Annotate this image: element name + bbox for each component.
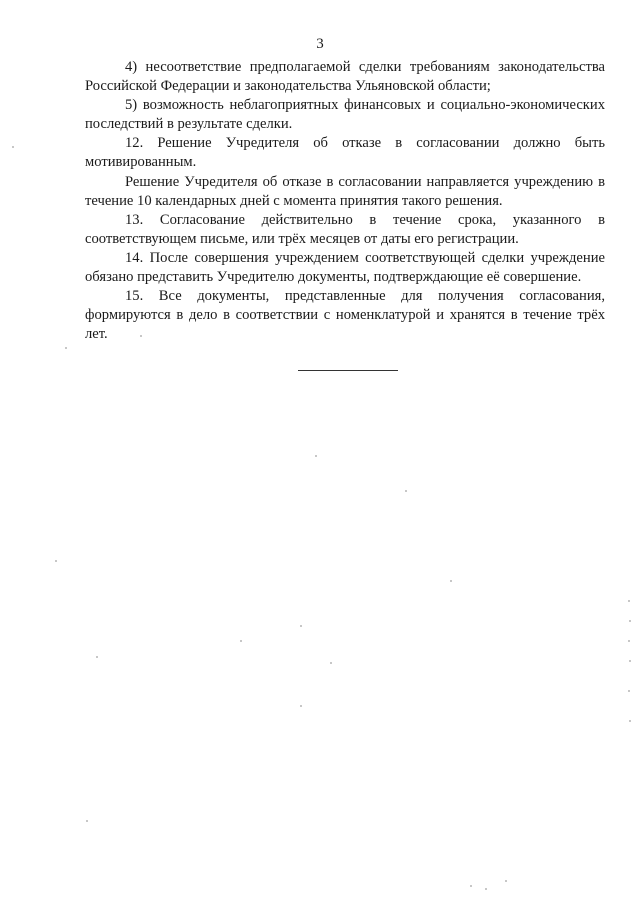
scan-speck — [505, 880, 507, 882]
document-body — [85, 58, 605, 344]
page-number: 3 — [316, 36, 324, 52]
paragraph-13: 13. Согласование действительно в течение срока, указанного в соответствующем письме, или трёх месяцев от даты его регистрации. — [85, 211, 605, 247]
paragraph-item-5: 5) возможность неблагоприятных финансовых и социально-экономических последствий в результате сделки. — [85, 97, 605, 133]
scan-speck — [450, 580, 452, 582]
scan-speck — [485, 888, 487, 890]
paragraph-15: 15. Все документы, представленные для получения согласования, формируются в дело в соответствии с номенклатурой и хранятся в течение трёх лет. — [85, 288, 605, 343]
scan-speck — [628, 600, 630, 602]
scan-speck — [470, 885, 472, 887]
scan-speck — [628, 690, 630, 692]
scan-speck — [12, 146, 14, 148]
scan-speck — [96, 656, 98, 658]
scan-speck — [86, 820, 88, 822]
scan-speck — [300, 625, 302, 627]
scan-speck — [240, 640, 242, 642]
paragraph-12-continued: Решение Учредителя об отказе в согласовании направляется учреждению в течение 10 календарных дней с момента принятия такого решения. — [85, 173, 605, 209]
paragraph-12: 12. Решение Учредителя об отказе в согласовании должно быть мотивированным. — [85, 135, 605, 171]
scan-speck — [629, 620, 631, 622]
scan-speck — [629, 720, 631, 722]
scan-speck — [405, 490, 407, 492]
scan-speck — [300, 705, 302, 707]
paragraph-item-4: 4) несоответствие предполагаемой сделки требованиям законодательства Российской Федерации и законодательства Ульяновской области; — [85, 59, 605, 95]
scan-speck — [315, 455, 317, 457]
end-separator-line — [298, 370, 398, 371]
scan-speck — [55, 560, 57, 562]
scan-speck — [330, 662, 332, 664]
scan-speck — [629, 660, 631, 662]
scan-speck — [65, 347, 67, 349]
scan-speck — [140, 335, 142, 337]
paragraph-14: 14. После совершения учреждением соответствующей сделки учреждение обязано представить Учредителю документы, подтверждающие её совершение. — [85, 249, 605, 286]
scan-speck — [628, 640, 630, 642]
